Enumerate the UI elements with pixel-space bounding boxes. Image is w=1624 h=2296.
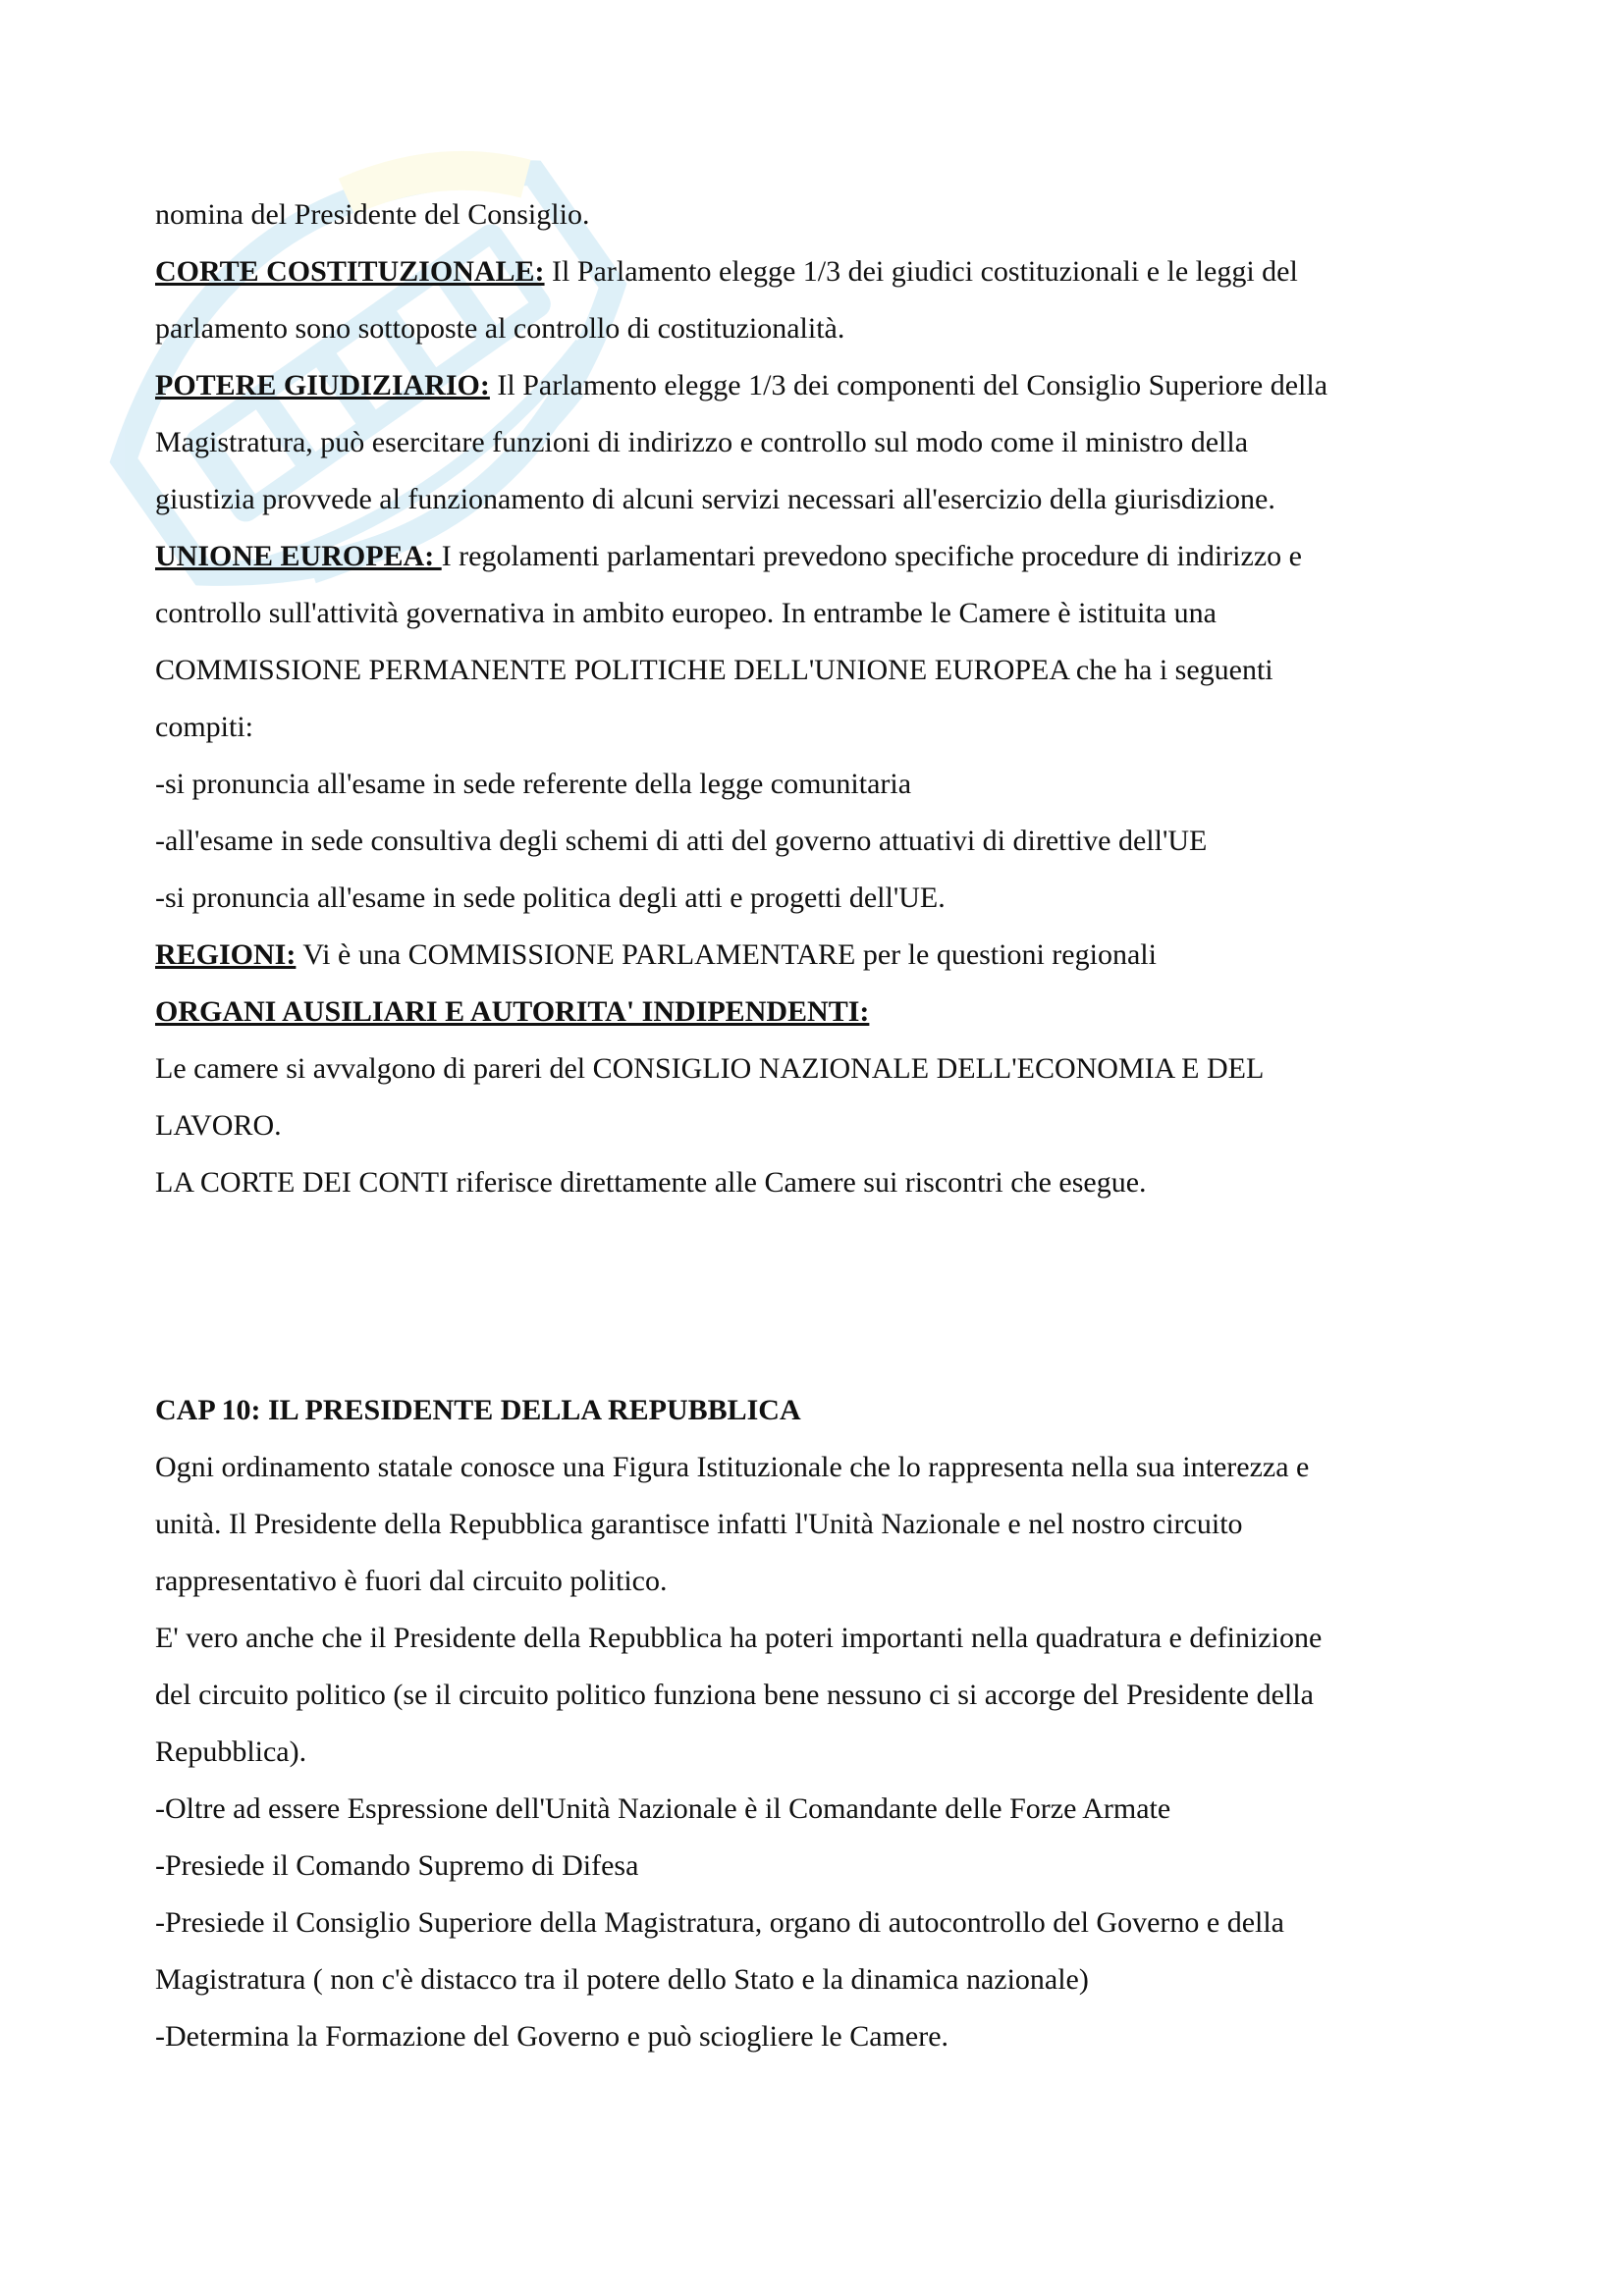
unione-paragraph: [155, 528, 1471, 585]
potere-text: Il Parlamento elegge 1/3 dei componenti del Consiglio Superiore della: [489, 369, 1328, 401]
text-line: giustizia provvede al funzionamento di alcuni servizi necessari all'esercizio della giurisdizione.: [155, 483, 1275, 515]
list-item: -all'esame in sede consultiva degli schemi di atti del governo attuativi di direttive dell'UE: [155, 825, 1208, 857]
unione-heading: UNIONE EUROPEA:: [155, 540, 442, 572]
section-spacer: [155, 1211, 1471, 1382]
text-line: del circuito politico (se il circuito politico funziona bene nessuno ci si accorge del Presidente della: [155, 1679, 1314, 1711]
text-line: E' vero anche che il Presidente della Repubblica ha poteri importanti nella quadratura e definizione: [155, 1622, 1323, 1654]
chapter-title: CAP 10: IL PRESIDENTE DELLA REPUBBLICA: [155, 1394, 801, 1426]
text-line: Magistratura, può esercitare funzioni di indirizzo e controllo sul modo come il ministro della: [155, 426, 1249, 458]
document-page: [155, 187, 1471, 2065]
list-item: -Presiede il Consiglio Superiore della Magistratura, organo di autocontrollo del Governo e della: [155, 1906, 1284, 1939]
list-item: -si pronuncia all'esame in sede politica degli atti e progetti dell'UE.: [155, 881, 946, 914]
text-line: parlamento sono sottoposte al controllo di costituzionalità.: [155, 312, 845, 345]
list-item: -si pronuncia all'esame in sede referente della legge comunitaria: [155, 768, 912, 800]
text-line: nomina del Presidente del Consiglio.: [155, 198, 590, 231]
text-line: COMMISSIONE PERMANENTE POLITICHE DELL'UNIONE EUROPEA che ha i seguenti: [155, 654, 1273, 686]
corte-text: Il Parlamento elegge 1/3 dei giudici costituzionali e le leggi del: [544, 255, 1298, 288]
potere-heading: POTERE GIUDIZIARIO:: [155, 369, 490, 401]
text-line: Ogni ordinamento statale conosce una Figura Istituzionale che lo rappresenta nella sua interezza e: [155, 1451, 1310, 1483]
text-line: unità. Il Presidente della Repubblica garantisce infatti l'Unità Nazionale e nel nostro circuito: [155, 1508, 1243, 1540]
corte-heading: CORTE COSTITUZIONALE:: [155, 255, 545, 288]
text-line: Repubblica).: [155, 1735, 307, 1768]
regioni-paragraph: [155, 927, 1471, 984]
organi-heading: ORGANI AUSILIARI E AUTORITA' INDIPENDENTI:: [155, 995, 870, 1028]
text-line: LAVORO.: [155, 1109, 282, 1142]
text-line: Le camere si avvalgono di pareri del CONSIGLIO NAZIONALE DELL'ECONOMIA E DEL: [155, 1052, 1265, 1085]
regioni-text: Vi è una COMMISSIONE PARLAMENTARE per le questioni regionali: [296, 938, 1157, 971]
potere-paragraph: [155, 357, 1471, 414]
corte-paragraph: [155, 243, 1471, 300]
text-line: LA CORTE DEI CONTI riferisce direttamente alle Camere sui riscontri che esegue.: [155, 1166, 1147, 1199]
text-line: Magistratura ( non c'è distacco tra il potere dello Stato e la dinamica nazionale): [155, 1963, 1089, 1996]
list-item: -Determina la Formazione del Governo e può sciogliere le Camere.: [155, 2020, 949, 2053]
text-line: compiti:: [155, 711, 253, 743]
text-line: controllo sull'attività governativa in ambito europeo. In entrambe le Camere è istituita una: [155, 597, 1217, 629]
text-line: rappresentativo è fuori dal circuito politico.: [155, 1565, 668, 1597]
list-item: -Oltre ad essere Espressione dell'Unità Nazionale è il Comandante delle Forze Armate: [155, 1792, 1171, 1825]
unione-text: I regolamenti parlamentari prevedono specifiche procedure di indirizzo e: [441, 540, 1302, 572]
regioni-heading: REGIONI:: [155, 938, 297, 971]
list-item: -Presiede il Comando Supremo di Difesa: [155, 1849, 639, 1882]
